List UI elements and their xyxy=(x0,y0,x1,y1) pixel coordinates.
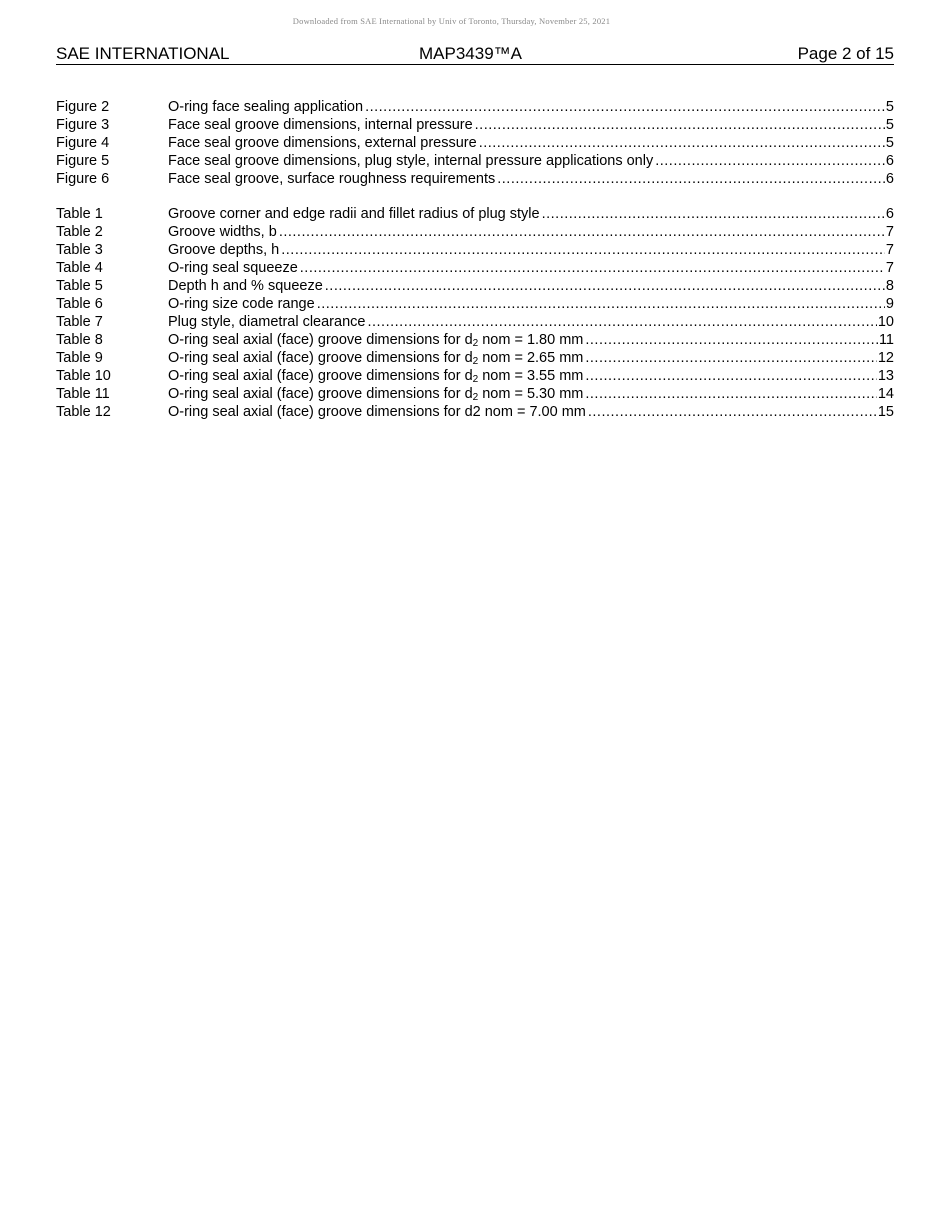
dot-leader xyxy=(588,403,877,421)
toc-entry[interactable] xyxy=(56,98,894,116)
dot-leader xyxy=(475,116,885,134)
dot-leader xyxy=(542,205,885,223)
entry-label: Table 5 xyxy=(56,278,103,294)
entry-page: 9 xyxy=(885,296,894,312)
entry-title xyxy=(168,349,585,367)
entry-title: O-ring seal squeeze xyxy=(168,260,298,276)
entry-page: 6 xyxy=(885,171,894,187)
toc-entry[interactable] xyxy=(56,331,894,349)
entry-page: 6 xyxy=(885,206,894,222)
title-text: nom = 5.30 mm xyxy=(478,386,584,402)
page-header xyxy=(56,44,894,65)
entry-label: Table 7 xyxy=(56,314,103,330)
entry-title: Groove widths, b xyxy=(168,224,277,240)
entry-title: O-ring size code range xyxy=(168,296,315,312)
entry-title: O-ring seal axial (face) groove dimensions for d2 nom = 7.00 mm xyxy=(168,404,586,420)
entry-page: 11 xyxy=(878,332,894,348)
entry-label: Table 8 xyxy=(56,332,103,348)
entry-title: Groove depths, h xyxy=(168,242,280,258)
dot-leader xyxy=(585,367,876,385)
entry-title: Face seal groove dimensions, internal pressure xyxy=(168,117,473,133)
toc-entry[interactable] xyxy=(56,313,894,331)
dot-leader xyxy=(365,98,885,116)
title-text: O-ring seal axial (face) groove dimensions for d xyxy=(168,332,473,348)
header-organization: SAE INTERNATIONAL xyxy=(56,44,230,63)
entry-label: Table 6 xyxy=(56,296,103,312)
entry-page: 7 xyxy=(885,260,894,276)
entry-title: O-ring face sealing application xyxy=(168,99,364,115)
title-subscript: 2 xyxy=(472,356,479,367)
entry-label: Figure 5 xyxy=(56,153,110,169)
entry-title: Depth h and % squeeze xyxy=(168,278,323,294)
toc-entry[interactable] xyxy=(56,295,894,313)
entry-page: 5 xyxy=(885,99,894,115)
dot-leader xyxy=(279,223,885,241)
toc-entry[interactable] xyxy=(56,349,894,367)
title-text: O-ring seal axial (face) groove dimensions for d xyxy=(168,368,473,384)
entry-page: 12 xyxy=(877,350,894,366)
entry-page: 6 xyxy=(885,153,894,169)
entry-page: 13 xyxy=(877,368,894,384)
dot-leader xyxy=(300,259,885,277)
toc-entry[interactable] xyxy=(56,170,894,188)
entry-label: Figure 2 xyxy=(56,99,110,115)
entry-page: 14 xyxy=(877,386,894,402)
dot-leader xyxy=(497,170,885,188)
dot-leader xyxy=(585,349,876,367)
entry-page: 5 xyxy=(885,135,894,151)
title-subscript: 2 xyxy=(472,338,479,349)
entry-title xyxy=(168,385,585,403)
entry-page: 15 xyxy=(877,404,894,420)
entry-label: Table 9 xyxy=(56,350,103,366)
toc-entry[interactable] xyxy=(56,385,894,403)
entry-label: Figure 3 xyxy=(56,117,110,133)
dot-leader xyxy=(317,295,885,313)
entry-title: Groove corner and edge radii and fillet radius of plug style xyxy=(168,206,540,222)
entry-page: 7 xyxy=(885,242,894,258)
entry-label: Table 10 xyxy=(56,368,111,384)
dot-leader xyxy=(367,313,876,331)
entry-title: Plug style, diametral clearance xyxy=(168,314,366,330)
title-subscript: 2 xyxy=(472,374,479,385)
dot-leader xyxy=(585,385,876,403)
entry-page: 5 xyxy=(885,117,894,133)
toc-entry[interactable] xyxy=(56,277,894,295)
title-text: nom = 2.65 mm xyxy=(478,350,584,366)
dot-leader xyxy=(325,277,885,295)
toc-entry[interactable] xyxy=(56,134,894,152)
toc-entry[interactable] xyxy=(56,367,894,385)
entry-title xyxy=(168,367,585,385)
entry-page: 10 xyxy=(877,314,894,330)
toc-entry[interactable] xyxy=(56,223,894,241)
header-page-number: Page 2 of 15 xyxy=(797,44,894,63)
header-document-id: MAP3439™A xyxy=(419,44,522,63)
toc-entry[interactable] xyxy=(56,259,894,277)
entry-label: Figure 6 xyxy=(56,171,110,187)
entry-label: Figure 4 xyxy=(56,135,110,151)
entry-label: Table 1 xyxy=(56,206,103,222)
toc-entry[interactable] xyxy=(56,205,894,223)
dot-leader xyxy=(281,241,885,259)
title-text: O-ring seal axial (face) groove dimensions for d xyxy=(168,386,473,402)
title-text: nom = 1.80 mm xyxy=(478,332,584,348)
dot-leader xyxy=(479,134,885,152)
toc-entry[interactable] xyxy=(56,152,894,170)
dot-leader xyxy=(585,331,878,349)
entry-label: Table 11 xyxy=(56,386,110,402)
entry-title: Face seal groove, surface roughness requirements xyxy=(168,171,496,187)
entry-label: Table 2 xyxy=(56,224,103,240)
toc-entry[interactable] xyxy=(56,116,894,134)
entry-title: Face seal groove dimensions, external pressure xyxy=(168,135,477,151)
entry-label: Table 12 xyxy=(56,404,111,420)
download-watermark: Downloaded from SAE International by Univ of Toronto, Thursday, November 25, 2021 xyxy=(292,16,611,26)
entry-page: 7 xyxy=(885,224,894,240)
title-text: nom = 3.55 mm xyxy=(478,368,584,384)
toc-entry[interactable] xyxy=(56,403,894,421)
title-subscript: 2 xyxy=(472,392,479,403)
list-of-figures xyxy=(56,98,894,188)
entry-label: Table 4 xyxy=(56,260,103,276)
entry-title xyxy=(168,331,585,349)
toc-entry[interactable] xyxy=(56,241,894,259)
entry-page: 8 xyxy=(885,278,894,294)
list-of-tables xyxy=(56,205,894,421)
dot-leader xyxy=(655,152,885,170)
entry-title: Face seal groove dimensions, plug style, internal pressure applications only xyxy=(168,153,654,169)
title-text: O-ring seal axial (face) groove dimensions for d xyxy=(168,350,473,366)
entry-label: Table 3 xyxy=(56,242,103,258)
